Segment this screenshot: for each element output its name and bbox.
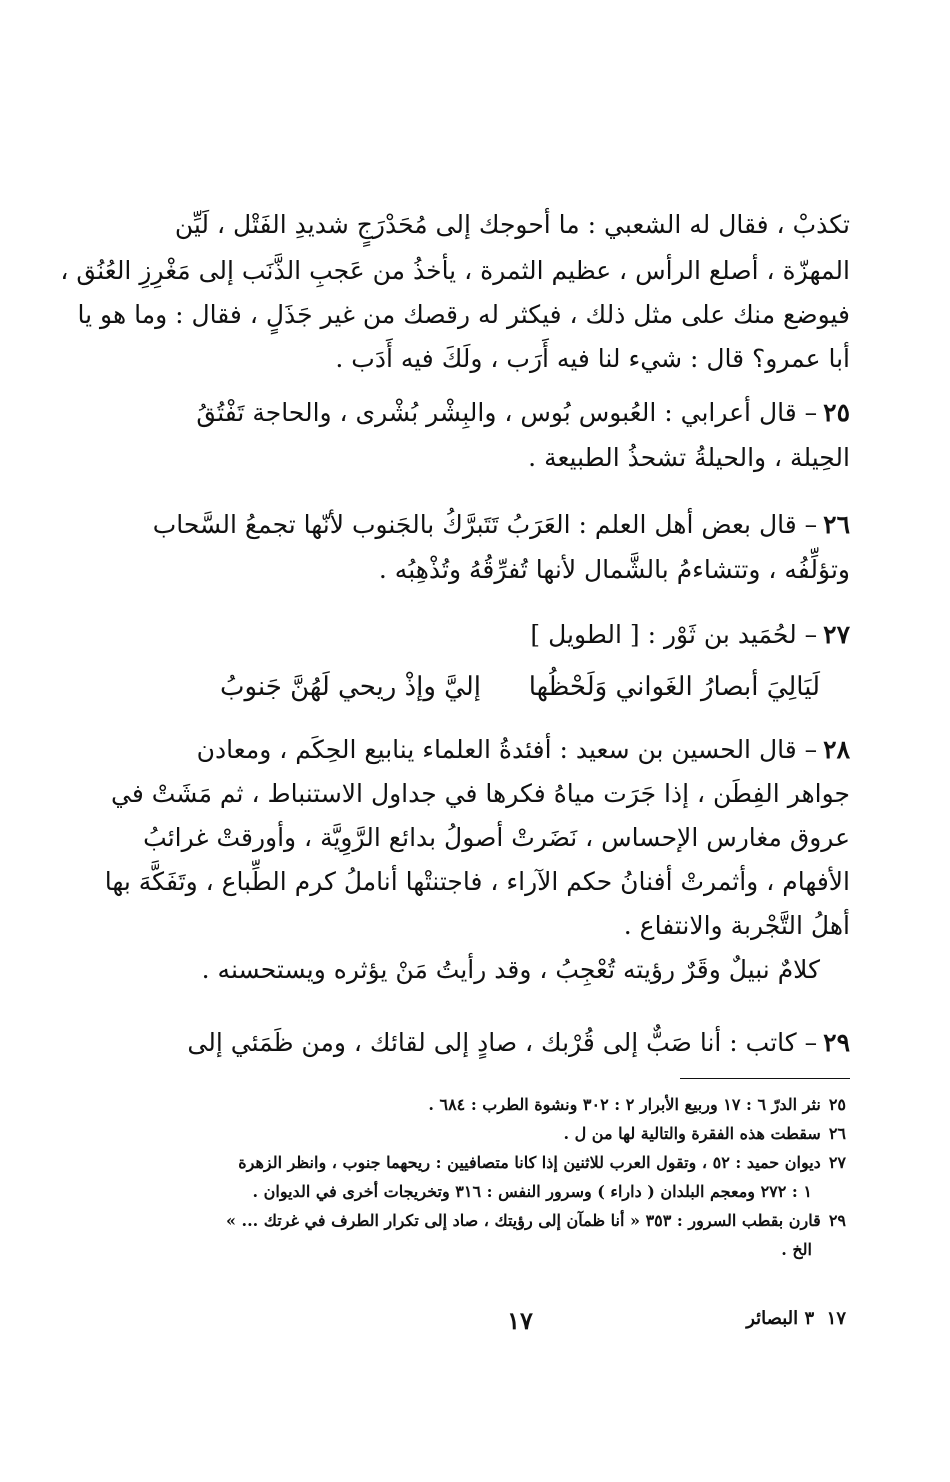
entry-28: [104, 728, 850, 992]
text-line: [178, 612, 850, 658]
entry-26: [152, 502, 850, 592]
entry-text: – كاتب : أنا صَبٌّ إلى قُرْبك ، صادٍ إلى لقائك ، ومن ظَمَئي إلى: [187, 1028, 818, 1057]
footnote-text: قارن بقطب السرور : ٣٥٣ « أنا ظمآن إلى رؤيتك ، صاد إلى تكرار الطرف في غرتك ... »: [225, 1211, 821, 1230]
entry-number: ٢٥: [823, 398, 850, 427]
footnote: [178, 1090, 846, 1119]
entry-number: ٢٧: [823, 620, 850, 649]
text-line: [152, 502, 850, 548]
entry-25: [178, 390, 850, 480]
paragraph-continuation: [60, 201, 850, 381]
text-line: جواهر الفِطَن ، إذا جَرَت مياهُ فكرها في جداول الاستنباط ، ثم مَشَتْ في: [111, 779, 850, 808]
text-line: الأفهام ، وأثمرتْ أفنانُ حكم الآراء ، فاجتنتْها أناملُ كرم الطِّباع ، وتَفَكَّهَ بها: [104, 867, 850, 896]
footnote-text: نثر الدرّ ٦ : ١٧ وربيع الأبرار ٢ : ٣٠٢ ونشوة الطرب : ٦٨٤ .: [428, 1095, 821, 1114]
footnotes: [178, 1090, 846, 1264]
entry-29: [178, 1020, 850, 1066]
text-line: أهلُ التَّجْربة والانتفاع .: [623, 911, 850, 940]
footnote: [178, 1119, 846, 1148]
footnote-continuation: ١ : ٢٧٢ ومعجم البلدان ( داراء ) وسرور النفس : ٣١٦ وتخريجات أخرى في الديوان .: [252, 1182, 812, 1201]
footnote-number: ٢٩: [828, 1211, 846, 1230]
footnote-separator: [680, 1078, 850, 1079]
text-line: الحِيلة ، والحيلةُ تشحذُ الطبيعة .: [528, 443, 850, 472]
footnote-text: سقطت هذه الفقرة والتالية لها من ل .: [563, 1124, 821, 1143]
footnote-number: ٢٧: [828, 1153, 846, 1172]
text-line: [178, 1020, 850, 1066]
editor-comment: كلامٌ نبيلٌ وقَرٌ رؤيته تُعْجِبُ ، وقد رأيتُ مَنْ يؤثره ويستحسنه .: [201, 955, 820, 984]
page-number: ١٧: [507, 1306, 533, 1335]
text-line: [178, 390, 850, 436]
footnote-continuation: الخ .: [781, 1240, 812, 1259]
entry-number: ٢٩: [823, 1028, 850, 1057]
footnote-number: ٢٥: [828, 1095, 846, 1114]
verse-first-hemistich: لَيَالِيَ أبصارُ الغَواني وَلَحْظُها: [528, 672, 820, 702]
entry-text: – لحُمَيد بن ثَوْر : [ الطويل ]: [530, 620, 818, 649]
entry-number: ٢٨: [823, 735, 850, 764]
text-line: تكذبْ ، فقال له الشعبي : ما أحوجك إلى مُحَدْرَجٍ شديدِ الفَتْل ، لَيِّن: [174, 210, 850, 239]
footnote-number: ٢٦: [828, 1124, 846, 1143]
text-line: المهزّة ، أصلع الرأس ، عظيم الثمرة ، يأخذُ من عَجبِ الذَّنَب إلى مَغْرِزِ العُنُق ،: [60, 256, 850, 285]
text-line: عروق مغارس الإحساس ، نَضَرتْ أصولُ بدائع الرَّوِيَّة ، وأورقتْ غرائبُ: [143, 823, 850, 852]
text-line: [178, 728, 850, 772]
entry-number: ٢٦: [823, 510, 850, 539]
poem-verse: [220, 672, 820, 702]
printer-signature: ١٧ ‏ ٣ البصائر: [746, 1308, 846, 1329]
entry-text: – قال أعرابي : العُبوس بُوس ، والبِشْر بُشْرى ، والحاجة تَفْتُقُ: [196, 398, 818, 427]
footnote-text: ديوان حميد : ٥٢ ، وتقول العرب للاثنين إذا كانا متصافيين : ريحهما جنوب ، وانظر الزهرة: [238, 1153, 821, 1172]
text-line: أبا عمرو؟ قال : شيء لنا فيه أَرَب ، ولَكَ فيه أَدَب .: [335, 344, 850, 373]
entry-text: – قال بعض أهل العلم : العَرَبُ تَتَبرَّكُ بالجَنوب لأنّها تجمعُ السَّحاب: [152, 510, 818, 539]
text-line: فيوضع منك على مثل ذلك ، فيكثر له رقصك من غير جَذَلٍ ، فقال : وما هو يا: [77, 300, 850, 329]
text-line: وتؤلِّفُه ، وتتشاءمُ بالشَّمال لأنها تُفرِّقُهُ وتُذْهِبُه .: [378, 555, 850, 584]
entry-27: [178, 612, 850, 658]
verse-second-hemistich: إليَّ وإذْ ريحي لَهُنَّ جَنوبُ: [220, 672, 482, 702]
entry-text: – قال الحسين بن سعيد : أفئدةُ العلماء ينابيع الحِكَم ، ومعادن: [196, 735, 818, 764]
footnote: [178, 1148, 846, 1177]
footnote: [178, 1206, 846, 1235]
